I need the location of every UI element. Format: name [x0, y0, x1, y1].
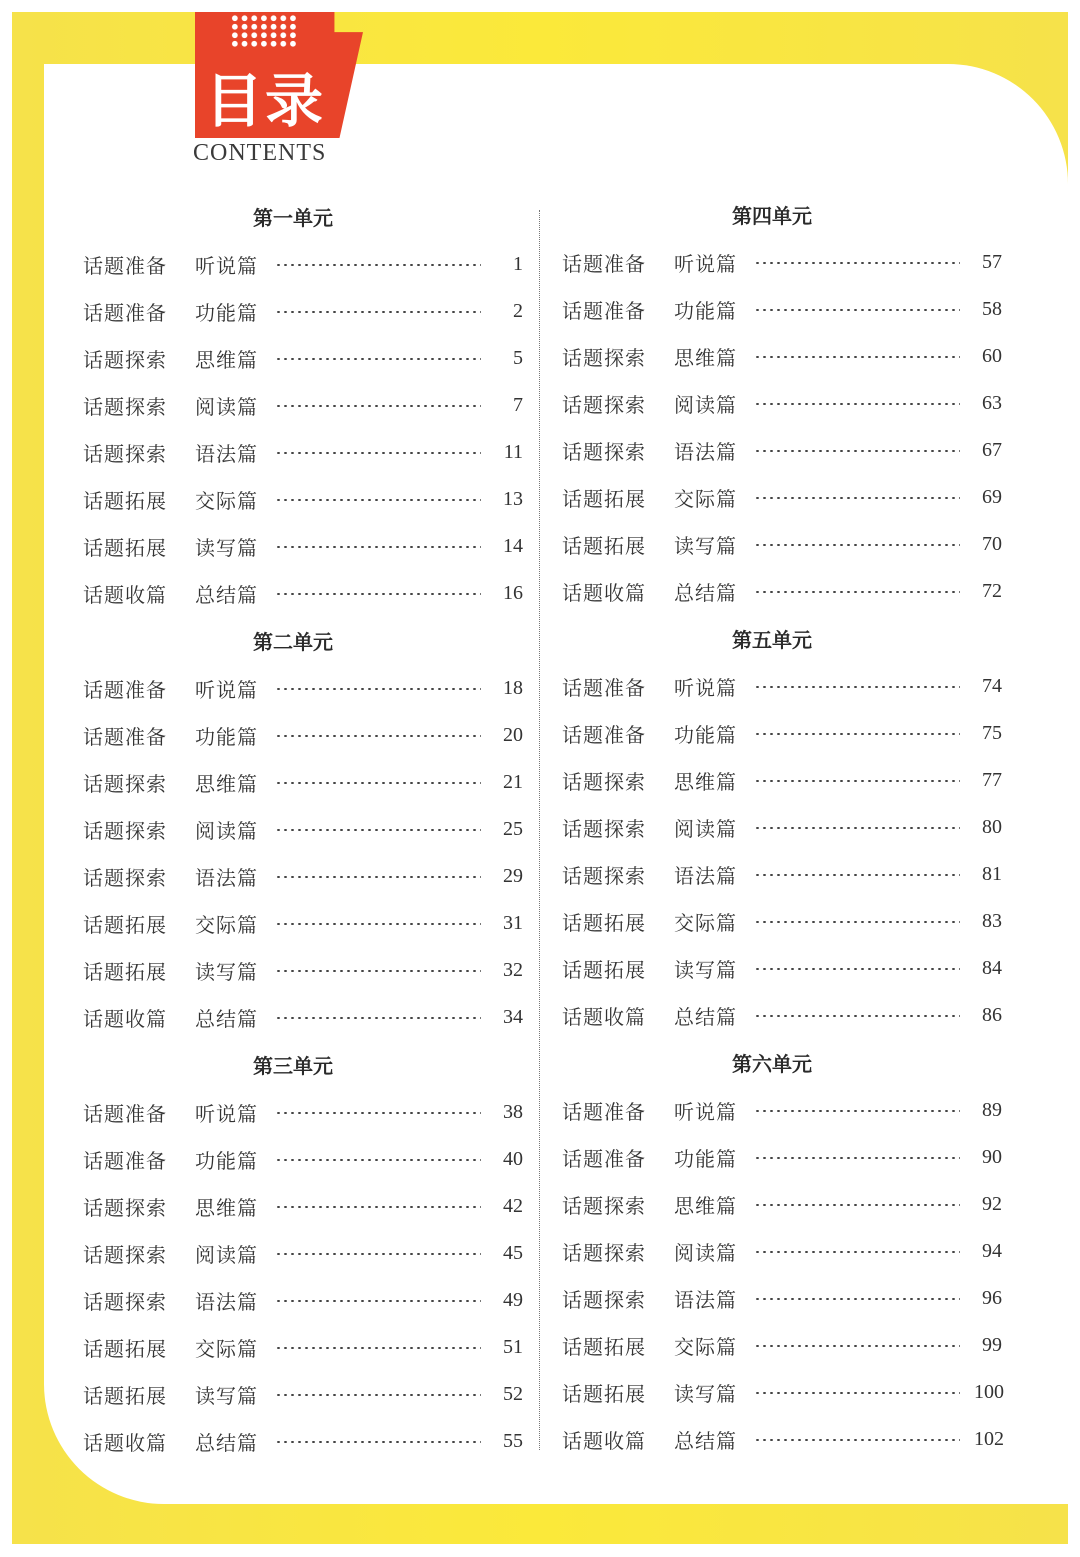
- toc-entry[interactable]: [562, 427, 1002, 474]
- entry-section: 语法篇: [674, 1288, 737, 1312]
- entry-page-number: 70: [982, 533, 1002, 555]
- dot-leader: [754, 262, 960, 264]
- entry-section: 语法篇: [195, 1290, 258, 1314]
- toc-entry[interactable]: [562, 1087, 1002, 1134]
- entry-section: 阅读篇: [674, 393, 737, 417]
- unit-title: 第三单元: [253, 1054, 333, 1078]
- toc-entry[interactable]: [83, 570, 523, 617]
- unit-section: [562, 617, 1002, 1039]
- entry-section: 交际篇: [195, 489, 258, 513]
- entry-section: 阅读篇: [195, 395, 258, 419]
- toc-entry[interactable]: [83, 335, 523, 382]
- entry-topic: 话题准备: [83, 254, 167, 278]
- toc-entry[interactable]: [83, 1371, 523, 1418]
- toc-entry[interactable]: [562, 380, 1002, 427]
- entry-page-number: 84: [982, 957, 1002, 979]
- dot-leader: [754, 403, 960, 405]
- entry-section: 思维篇: [195, 772, 258, 796]
- entry-page-number: 1: [513, 253, 523, 275]
- unit-section: [83, 1043, 523, 1465]
- toc-entry[interactable]: [562, 1275, 1002, 1322]
- toc-entry[interactable]: [562, 804, 1002, 851]
- dot-leader: [275, 1441, 481, 1443]
- unit-section: [83, 195, 523, 617]
- entry-section: 交际篇: [674, 487, 737, 511]
- dot-leader: [754, 1345, 960, 1347]
- entry-topic: 话题拓展: [562, 487, 646, 511]
- entry-page-number: 52: [503, 1383, 523, 1405]
- entry-topic: 话题准备: [83, 725, 167, 749]
- entry-page-number: 21: [503, 771, 523, 793]
- entry-topic: 话题拓展: [83, 1337, 167, 1361]
- entry-section: 思维篇: [674, 346, 737, 370]
- entry-section: 思维篇: [674, 770, 737, 794]
- entry-section: 语法篇: [195, 442, 258, 466]
- toc-entry[interactable]: [83, 712, 523, 759]
- dot-leader: [275, 358, 481, 360]
- toc-entry[interactable]: [562, 663, 1002, 710]
- entry-page-number: 57: [982, 251, 1002, 273]
- toc-entry[interactable]: [562, 239, 1002, 286]
- entry-topic: 话题探索: [83, 348, 167, 372]
- entry-section: 思维篇: [674, 1194, 737, 1218]
- entry-topic: 话题探索: [83, 442, 167, 466]
- entry-page-number: 45: [503, 1242, 523, 1264]
- dot-leader: [754, 1392, 960, 1394]
- entry-page-number: 80: [982, 816, 1002, 838]
- entry-topic: 话题准备: [562, 676, 646, 700]
- entry-page-number: 25: [503, 818, 523, 840]
- dot-leader: [754, 450, 960, 452]
- entry-topic: 话题探索: [562, 817, 646, 841]
- entry-page-number: 13: [503, 488, 523, 510]
- dot-leader: [754, 874, 960, 876]
- entry-page-number: 89: [982, 1099, 1002, 1121]
- dot-leader: [275, 1394, 481, 1396]
- entry-section: 总结篇: [674, 581, 737, 605]
- entry-section: 功能篇: [195, 301, 258, 325]
- entry-topic: 话题拓展: [83, 536, 167, 560]
- unit-title: 第六单元: [732, 1052, 812, 1076]
- toc-entry[interactable]: [83, 1183, 523, 1230]
- toc-entry[interactable]: [83, 1418, 523, 1465]
- entry-page-number: 90: [982, 1146, 1002, 1168]
- toc-column-right: [562, 193, 1002, 1465]
- entry-topic: 话题收篇: [562, 1429, 646, 1453]
- toc-entry[interactable]: [562, 757, 1002, 804]
- entry-topic: 话题拓展: [83, 913, 167, 937]
- toc-entry[interactable]: [562, 1228, 1002, 1275]
- toc-entry[interactable]: [562, 1181, 1002, 1228]
- toc-entry[interactable]: [562, 1134, 1002, 1181]
- unit-title: 第四单元: [732, 204, 812, 228]
- unit-title: 第五单元: [732, 628, 812, 652]
- dot-leader: [754, 497, 960, 499]
- entry-topic: 话题探索: [83, 395, 167, 419]
- toc-entry[interactable]: [562, 1322, 1002, 1369]
- entry-section: 总结篇: [674, 1429, 737, 1453]
- entry-section: 功能篇: [674, 1147, 737, 1171]
- entry-topic: 话题准备: [83, 1102, 167, 1126]
- entry-topic: 话题准备: [83, 301, 167, 325]
- entry-topic: 话题收篇: [83, 1007, 167, 1031]
- toc-entry[interactable]: [83, 665, 523, 712]
- entry-section: 读写篇: [195, 536, 258, 560]
- toc-entry[interactable]: [562, 1369, 1002, 1416]
- dot-leader: [275, 1159, 481, 1161]
- dot-leader: [275, 735, 481, 737]
- entry-topic: 话题准备: [562, 252, 646, 276]
- dot-leader: [754, 591, 960, 593]
- entry-page-number: 42: [503, 1195, 523, 1217]
- dot-leader: [275, 452, 481, 454]
- dot-leader: [754, 1251, 960, 1253]
- dot-leader: [754, 1204, 960, 1206]
- entry-topic: 话题拓展: [562, 1382, 646, 1406]
- entry-topic: 话题准备: [83, 1149, 167, 1173]
- entry-topic: 话题准备: [83, 678, 167, 702]
- entry-section: 交际篇: [674, 911, 737, 935]
- toc-entry[interactable]: [562, 898, 1002, 945]
- page-title: 目录: [205, 67, 326, 135]
- entry-topic: 话题拓展: [83, 960, 167, 984]
- entry-section: 读写篇: [674, 1382, 737, 1406]
- entry-page-number: 102: [974, 1428, 1004, 1450]
- entry-page-number: 67: [982, 439, 1002, 461]
- entry-section: 语法篇: [195, 866, 258, 890]
- entry-section: 阅读篇: [674, 817, 737, 841]
- toc-entry[interactable]: [83, 476, 523, 523]
- entry-section: 读写篇: [674, 958, 737, 982]
- toc-entry[interactable]: [83, 523, 523, 570]
- entry-page-number: 55: [503, 1430, 523, 1452]
- entry-section: 思维篇: [195, 348, 258, 372]
- toc-entry[interactable]: [562, 1416, 1002, 1463]
- dot-leader: [275, 1206, 481, 1208]
- dot-leader: [275, 782, 481, 784]
- entry-page-number: 49: [503, 1289, 523, 1311]
- dot-leader: [754, 733, 960, 735]
- page-subtitle: CONTENTS: [193, 140, 327, 166]
- entry-topic: 话题探索: [562, 1288, 646, 1312]
- entry-page-number: 20: [503, 724, 523, 746]
- entry-page-number: 81: [982, 863, 1002, 885]
- unit-section: [562, 1041, 1002, 1463]
- column-divider: [539, 210, 540, 1450]
- entry-section: 听说篇: [674, 252, 737, 276]
- entry-page-number: 94: [982, 1240, 1002, 1262]
- entry-page-number: 63: [982, 392, 1002, 414]
- unit-title: 第二单元: [253, 630, 333, 654]
- dot-leader: [754, 1015, 960, 1017]
- dot-leader: [754, 1157, 960, 1159]
- entry-section: 思维篇: [195, 1196, 258, 1220]
- entry-page-number: 5: [513, 347, 523, 369]
- toc-column-left: [83, 195, 523, 1467]
- toc-entry[interactable]: [83, 1230, 523, 1277]
- entry-page-number: 58: [982, 298, 1002, 320]
- entry-topic: 话题拓展: [83, 1384, 167, 1408]
- dot-leader: [275, 311, 481, 313]
- entry-page-number: 96: [982, 1287, 1002, 1309]
- entry-section: 交际篇: [195, 1337, 258, 1361]
- entry-topic: 话题准备: [562, 1147, 646, 1171]
- entry-topic: 话题探索: [562, 393, 646, 417]
- dot-leader: [754, 686, 960, 688]
- entry-page-number: 72: [982, 580, 1002, 602]
- entry-topic: 话题收篇: [83, 583, 167, 607]
- dot-leader: [754, 968, 960, 970]
- entry-topic: 话题拓展: [562, 534, 646, 558]
- dot-leader: [754, 827, 960, 829]
- entry-topic: 话题探索: [83, 1196, 167, 1220]
- dot-leader: [275, 1347, 481, 1349]
- entry-page-number: 38: [503, 1101, 523, 1123]
- entry-page-number: 92: [982, 1193, 1002, 1215]
- entry-section: 听说篇: [674, 676, 737, 700]
- toc-entry[interactable]: [562, 333, 1002, 380]
- dot-leader: [754, 1298, 960, 1300]
- toc-entry[interactable]: [562, 521, 1002, 568]
- toc-entry[interactable]: [562, 474, 1002, 521]
- entry-section: 读写篇: [195, 1384, 258, 1408]
- entry-section: 总结篇: [195, 1007, 258, 1031]
- entry-topic: 话题探索: [562, 1194, 646, 1218]
- dot-leader: [275, 264, 481, 266]
- entry-page-number: 32: [503, 959, 523, 981]
- entry-section: 功能篇: [674, 299, 737, 323]
- entry-page-number: 74: [982, 675, 1002, 697]
- entry-section: 总结篇: [195, 583, 258, 607]
- entry-page-number: 7: [513, 394, 523, 416]
- dot-leader: [275, 1112, 481, 1114]
- dot-leader: [754, 356, 960, 358]
- unit-section: [562, 193, 1002, 615]
- dot-leader: [754, 921, 960, 923]
- entry-section: 功能篇: [195, 1149, 258, 1173]
- toc-entry[interactable]: [83, 429, 523, 476]
- entry-page-number: 51: [503, 1336, 523, 1358]
- dot-leader: [275, 970, 481, 972]
- entry-topic: 话题探索: [562, 864, 646, 888]
- entry-page-number: 31: [503, 912, 523, 934]
- entry-page-number: 75: [982, 722, 1002, 744]
- entry-topic: 话题准备: [562, 299, 646, 323]
- entry-topic: 话题探索: [562, 1241, 646, 1265]
- entry-topic: 话题拓展: [562, 1335, 646, 1359]
- entry-section: 阅读篇: [195, 819, 258, 843]
- entry-topic: 话题探索: [83, 866, 167, 890]
- entry-section: 听说篇: [674, 1100, 737, 1124]
- dot-leader: [275, 876, 481, 878]
- entry-section: 语法篇: [674, 440, 737, 464]
- entry-page-number: 2: [513, 300, 523, 322]
- entry-topic: 话题探索: [83, 1290, 167, 1314]
- entry-page-number: 11: [503, 441, 523, 463]
- dot-leader: [275, 923, 481, 925]
- entry-topic: 话题探索: [83, 772, 167, 796]
- entry-topic: 话题探索: [562, 440, 646, 464]
- dot-leader: [275, 1253, 481, 1255]
- entry-page-number: 77: [982, 769, 1002, 791]
- entry-section: 总结篇: [195, 1431, 258, 1455]
- toc-entry[interactable]: [83, 853, 523, 900]
- entry-section: 读写篇: [195, 960, 258, 984]
- dot-leader: [275, 688, 481, 690]
- dot-leader: [275, 829, 481, 831]
- entry-topic: 话题准备: [562, 723, 646, 747]
- entry-topic: 话题收篇: [83, 1431, 167, 1455]
- dot-leader: [275, 1017, 481, 1019]
- entry-page-number: 29: [503, 865, 523, 887]
- toc-entry[interactable]: [83, 994, 523, 1041]
- toc-entry[interactable]: [562, 286, 1002, 333]
- entry-section: 总结篇: [674, 1005, 737, 1029]
- entry-topic: 话题准备: [562, 1100, 646, 1124]
- toc-entry[interactable]: [83, 1136, 523, 1183]
- toc-entry[interactable]: [83, 241, 523, 288]
- dot-leader: [275, 593, 481, 595]
- entry-page-number: 16: [503, 582, 523, 604]
- entry-topic: 话题收篇: [562, 1005, 646, 1029]
- entry-page-number: 100: [974, 1381, 1004, 1403]
- entry-section: 交际篇: [674, 1335, 737, 1359]
- entry-section: 听说篇: [195, 1102, 258, 1126]
- entry-section: 功能篇: [674, 723, 737, 747]
- toc-entry[interactable]: [562, 568, 1002, 615]
- toc-entry[interactable]: [83, 900, 523, 947]
- toc-entry[interactable]: [83, 288, 523, 335]
- entry-page-number: 14: [503, 535, 523, 557]
- toc-entry[interactable]: [83, 1089, 523, 1136]
- dot-leader: [275, 546, 481, 548]
- toc-entry[interactable]: [562, 945, 1002, 992]
- entry-page-number: 60: [982, 345, 1002, 367]
- entry-topic: 话题拓展: [562, 911, 646, 935]
- dot-leader: [754, 309, 960, 311]
- dot-leader: [754, 544, 960, 546]
- dot-leader: [754, 780, 960, 782]
- dot-leader: [754, 1439, 960, 1441]
- unit-title: 第一单元: [253, 206, 333, 230]
- entry-page-number: 99: [982, 1334, 1002, 1356]
- dot-leader: [754, 1110, 960, 1112]
- entry-section: 阅读篇: [674, 1241, 737, 1265]
- entry-page-number: 34: [503, 1006, 523, 1028]
- toc-entry[interactable]: [83, 1324, 523, 1371]
- unit-section: [83, 619, 523, 1041]
- entry-section: 读写篇: [674, 534, 737, 558]
- entry-page-number: 69: [982, 486, 1002, 508]
- entry-page-number: 86: [982, 1004, 1002, 1026]
- dot-leader: [275, 405, 481, 407]
- entry-section: 功能篇: [195, 725, 258, 749]
- entry-topic: 话题探索: [562, 346, 646, 370]
- entry-topic: 话题探索: [83, 819, 167, 843]
- entry-page-number: 83: [982, 910, 1002, 932]
- entry-section: 听说篇: [195, 254, 258, 278]
- entry-topic: 话题拓展: [562, 958, 646, 982]
- dot-leader: [275, 499, 481, 501]
- toc-entry[interactable]: [83, 1277, 523, 1324]
- entry-topic: 话题收篇: [562, 581, 646, 605]
- toc-entry[interactable]: [83, 947, 523, 994]
- entry-section: 交际篇: [195, 913, 258, 937]
- entry-section: 听说篇: [195, 678, 258, 702]
- toc-entry[interactable]: [562, 851, 1002, 898]
- toc-entry[interactable]: [83, 806, 523, 853]
- entry-topic: 话题探索: [83, 1243, 167, 1267]
- dot-pattern-icon: [230, 14, 298, 48]
- entry-page-number: 18: [503, 677, 523, 699]
- toc-entry[interactable]: [83, 382, 523, 429]
- entry-topic: 话题拓展: [83, 489, 167, 513]
- entry-page-number: 40: [503, 1148, 523, 1170]
- toc-entry[interactable]: [562, 710, 1002, 757]
- entry-section: 阅读篇: [195, 1243, 258, 1267]
- entry-topic: 话题探索: [562, 770, 646, 794]
- entry-section: 语法篇: [674, 864, 737, 888]
- toc-entry[interactable]: [562, 992, 1002, 1039]
- dot-leader: [275, 1300, 481, 1302]
- toc-entry[interactable]: [83, 759, 523, 806]
